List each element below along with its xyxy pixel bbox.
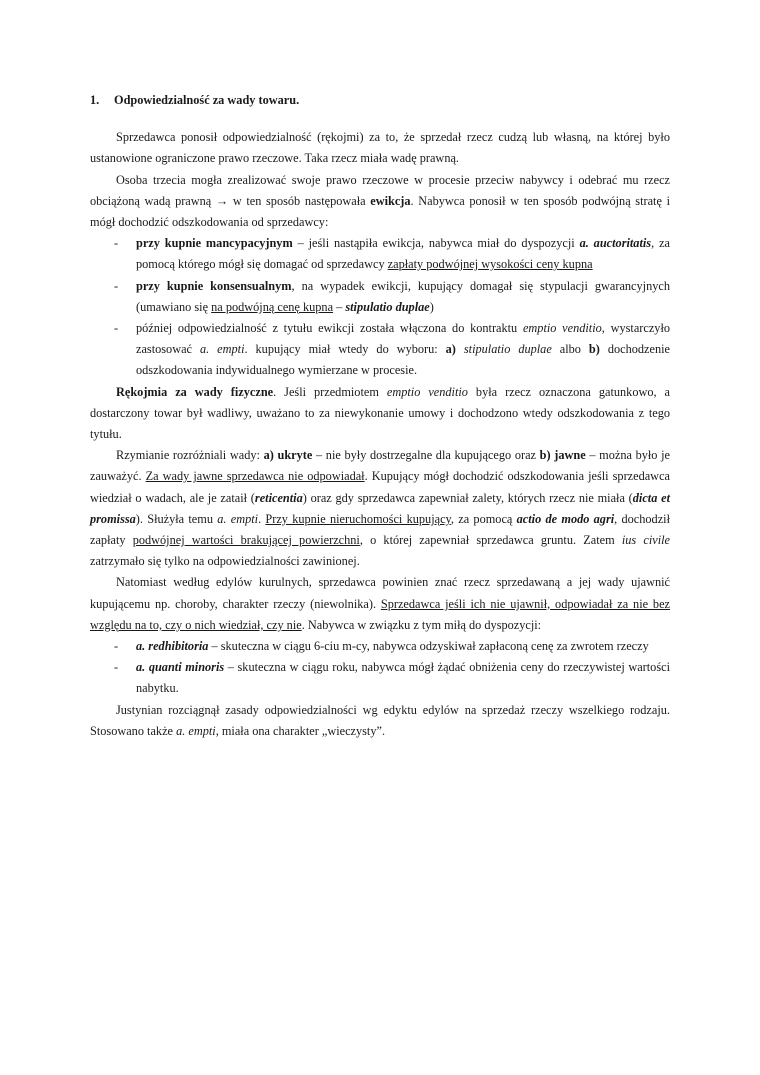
- text: . kupujący miał wtedy do wyboru:: [244, 342, 446, 357]
- text: . Nabywca ponosił w ten sposób podwójną stratę i mógł dochodzić odszkodowania od sprzedawcy:: [90, 193, 670, 230]
- underlined-text: Za wady jawne sprzedawca nie odpowiadał: [145, 469, 365, 484]
- paragraph-eviction: [90, 170, 670, 234]
- text: , o której zapewniał sprzedawca gruntu. Zatem: [359, 533, 622, 548]
- text: później odpowiedzialność z tytułu ewikcji została włączona do kontraktu: [136, 321, 523, 336]
- document-body: [90, 90, 670, 742]
- paragraph-physical-defects: [90, 382, 670, 446]
- text: , za pomocą: [450, 511, 517, 526]
- term-latin: a. quanti minoris: [136, 660, 225, 675]
- underlined-text: zapłaty podwójnej wysokości ceny kupna: [387, 257, 593, 272]
- term-latin: reticentia: [254, 490, 303, 505]
- text: – można było je zauważyć.: [90, 448, 670, 484]
- text: , miała ona charakter „wieczysty”.: [215, 723, 386, 738]
- term-latin: a. redhibitoria: [136, 639, 209, 654]
- underlined-text: Przy kupnie nieruchomości kupujący: [265, 511, 451, 526]
- term-latin: a. auctoritatis: [579, 236, 652, 251]
- text: Natomiast według edylów kurulnych, sprzedawca powinien znać rzecz sprzedawaną a jej wady ujawnić kupującemu np. choroby, charakter rzeczy (niewolnika).: [90, 575, 670, 611]
- text: , za pomocą którego mógł się domagać od sprzedawcy: [136, 236, 670, 272]
- text: – nie były dostrzegalne dla kupującego oraz: [312, 448, 540, 463]
- section-number: 1.: [90, 93, 100, 107]
- text: – skuteczna w ciągu 6-ciu m-cy, nabywca odzyskiwał zapłaconą cenę za zwrotem rzeczy: [208, 639, 649, 654]
- text: zatrzymało się tylko na odpowiedzialności zawinionej.: [90, 554, 360, 569]
- section-heading: [90, 90, 670, 111]
- term: a) ukryte: [263, 448, 313, 463]
- paragraph-defect-types: [90, 445, 670, 572]
- text: , dochodził zapłaty: [90, 511, 670, 548]
- text: ). Służyła temu: [135, 511, 218, 526]
- term-latin: stipulatio duplae: [345, 299, 430, 314]
- text: Osoba trzecia mogła zrealizować swoje prawo rzeczowe w procesie przeciw nabywcy i odebrać mu rzecz obciążoną wadą prawną: [90, 172, 670, 208]
- text: – jeśli nastąpiła ewikcja, nabywca miał do dyspozycji: [292, 236, 580, 251]
- list-item: [136, 657, 670, 699]
- text: ): [429, 299, 434, 314]
- term-latin: emptio venditio: [386, 384, 468, 399]
- paragraph-legal-defect: Sprzedawca ponosił odpowiedzialność (rękojmi) za to, że sprzedał rzecz cudzą lub własną, na której było ustanowione ograniczone prawo rzeczowe. Taka rzecz miała wadę prawną.: [90, 130, 670, 166]
- underlined-text: na podwójną cenę kupna: [211, 299, 334, 314]
- text: albo: [551, 342, 589, 357]
- term-eviction: ewikcja: [370, 193, 411, 208]
- term-latin: a. empti: [199, 342, 245, 357]
- term: b) jawne: [539, 448, 586, 463]
- text: Justynian rozciągnął zasady odpowiedzialności wg edyktu edylów na sprzedaż rzeczy wszelkiego rodzaju. Stosowano także: [90, 702, 670, 738]
- text: w ten sposób następowała: [228, 193, 371, 208]
- list-item: [136, 276, 670, 318]
- list-aedilician-actions: [90, 636, 670, 700]
- text: , na wypadek ewikcji, kupujący domagał się stypulacji gwarancyjnych (umawiano się: [136, 278, 670, 314]
- term-latin: emptio venditio: [522, 321, 602, 336]
- text: ) oraz gdy sprzedawca zapewniał zalety, których rzecz nie miała (: [302, 490, 633, 505]
- text: . Kupujący mógł dochodzić odszkodowania jeśli sprzedawca wiedział o wadach, ale je zataił (: [90, 469, 670, 505]
- term: przy kupnie mancypacyjnym: [136, 236, 293, 251]
- text: .: [258, 511, 266, 526]
- list-item: [136, 636, 670, 657]
- text: dochodzenie odszkodowania indywidualnego wymierzane w procesie.: [136, 342, 670, 378]
- list-eviction-remedies: [90, 233, 670, 381]
- term-latin: a. empti: [176, 723, 216, 738]
- option-label: b): [588, 342, 600, 357]
- option-label: a): [445, 342, 456, 357]
- text: była rzecz oznaczona gatunkowo, a dostarczony towar był wadliwy, uważano to za niewykonanie umowy i dochodzono wtedy odszkodowania z tego tytułu.: [90, 384, 671, 442]
- underlined-text: podwójnej wartości brakującej powierzchni: [132, 533, 360, 548]
- text: [456, 342, 464, 356]
- underlined-text: Sprzedawca jeśli ich nie ujawnił, odpowiadał za nie bez względu na to, czy o nich wiedział, czy nie: [90, 596, 670, 632]
- text: – skuteczna w ciągu roku, nabywca mógł żądać obniżenia ceny do rzeczywistej wartości nabytku.: [136, 660, 670, 696]
- paragraph-curule-aediles: [90, 572, 670, 636]
- section-title: Odpowiedzialność za wady towaru.: [114, 93, 300, 107]
- text: –: [333, 299, 346, 314]
- term-latin: stipulatio duplae: [463, 342, 552, 357]
- term-latin: actio de modo agri: [516, 511, 615, 526]
- term: przy kupnie konsensualnym: [136, 278, 292, 293]
- paragraph-justinian: [90, 700, 670, 742]
- term-latin: dicta et promissa: [90, 490, 670, 526]
- list-item: [136, 233, 670, 275]
- arrow-right-icon: →: [215, 193, 229, 208]
- text: , wystarczyło zastosować: [136, 321, 671, 357]
- term-latin: ius civile: [621, 533, 671, 548]
- term-latin: a. empti: [217, 511, 259, 526]
- text: . Jeśli przedmiotem: [273, 384, 387, 399]
- list-item: [136, 318, 670, 382]
- term: Rękojmia za wady fizyczne: [116, 384, 274, 399]
- text: . Nabywca w związku z tym miłą do dyspozycji:: [301, 617, 542, 632]
- text: Rzymianie rozróżniali wady:: [116, 448, 264, 463]
